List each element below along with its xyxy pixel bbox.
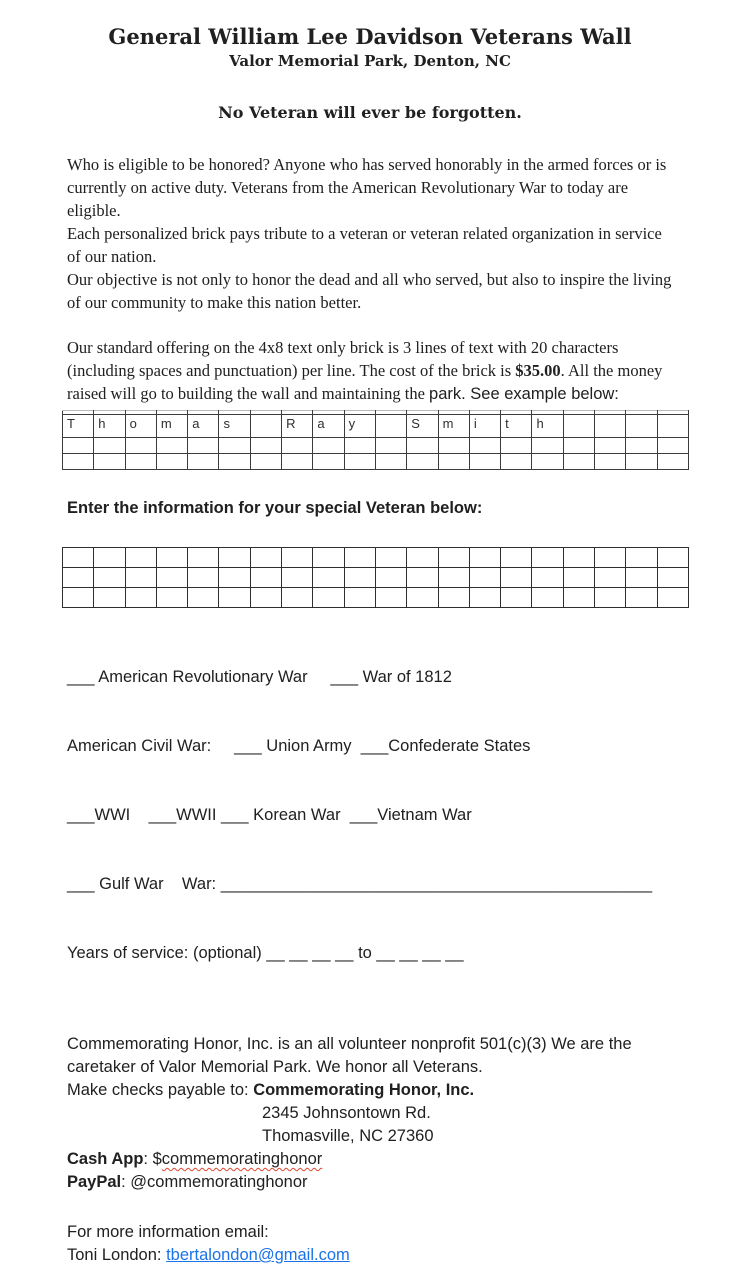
offering-section — [67, 336, 673, 406]
cashapp-line — [67, 1148, 673, 1171]
example-grid-cell — [469, 438, 500, 454]
cashapp-label: Cash App — [67, 1150, 144, 1168]
more-info-line: For more information email: — [67, 1223, 269, 1241]
example-grid-cell — [282, 454, 313, 470]
entry-grid-cell[interactable] — [219, 588, 250, 608]
entry-grid-cell[interactable] — [156, 548, 187, 568]
eligibility-paragraph: Who is eligible to be honored? Anyone who has served honorably in the armed forces or is currently on active duty. Veterans from the American Revolutionary War to today are eligible. — [67, 155, 667, 220]
address-street: 2345 Johnsontown Rd. — [262, 1104, 431, 1122]
example-grid-cell — [250, 454, 281, 470]
entry-grid-cell[interactable] — [313, 548, 344, 568]
example-grid-cell — [344, 438, 375, 454]
example-grid-letter-cell — [563, 415, 594, 438]
entry-grid-cell[interactable] — [188, 588, 219, 608]
example-grid-letter-cell: m — [438, 415, 469, 438]
cashapp-handle: commemoratinghonor — [161, 1150, 323, 1168]
example-grid-letter-cell: R — [282, 415, 313, 438]
contact-line — [67, 1244, 673, 1267]
entry-grid-cell[interactable] — [63, 588, 94, 608]
example-grid-letter-cell: o — [125, 415, 156, 438]
entry-grid-cell[interactable] — [532, 568, 563, 588]
entry-grid-cell[interactable] — [63, 568, 94, 588]
payment-section — [67, 1033, 673, 1194]
example-grid-cell — [469, 454, 500, 470]
example-grid-cell — [125, 454, 156, 470]
war-line-gulf-other — [67, 873, 673, 896]
entry-grid-cell[interactable] — [501, 548, 532, 568]
example-grid-cell — [407, 454, 438, 470]
war-line-civil-war: American Civil War: ___ Union Army ___Confederate States — [67, 737, 531, 755]
entry-grid-cell[interactable] — [563, 548, 594, 568]
example-grid-letter-cell — [250, 415, 281, 438]
example-grid-cell — [125, 438, 156, 454]
entry-grid-cell[interactable] — [407, 568, 438, 588]
example-grid-letter-cell: i — [469, 415, 500, 438]
entry-grid-cell[interactable] — [438, 588, 469, 608]
example-grid-cell — [313, 454, 344, 470]
entry-grid-cell[interactable] — [469, 588, 500, 608]
page-title: General William Lee Davidson Veterans Wall — [108, 24, 632, 49]
example-grid-letter-cell: s — [219, 415, 250, 438]
entry-grid-cell[interactable] — [595, 568, 626, 588]
example-grid-cell — [375, 454, 406, 470]
entry-grid — [62, 547, 689, 608]
example-grid-letter-cell: y — [344, 415, 375, 438]
entry-grid-cell[interactable] — [344, 588, 375, 608]
entry-grid-cell[interactable] — [407, 588, 438, 608]
entry-grid-cell[interactable] — [94, 588, 125, 608]
entry-grid-cell[interactable] — [250, 548, 281, 568]
example-grid-cell — [313, 438, 344, 454]
objective-paragraph: Our objective is not only to honor the dead and all who served, but also to inspire the living of our community to make this nation better. — [67, 270, 672, 312]
brick-tribute-paragraph: Each personalized brick pays tribute to a veteran or veteran related organization in service of our nation. — [67, 224, 662, 266]
email-link[interactable]: tbertalondon@gmail.com — [166, 1246, 350, 1264]
entry-grid-cell[interactable] — [344, 568, 375, 588]
page-subtitle: Valor Memorial Park, Denton, NC — [229, 52, 511, 70]
entry-grid-cell[interactable] — [219, 548, 250, 568]
offering-paragraph — [67, 336, 673, 406]
entry-grid-cell[interactable] — [595, 588, 626, 608]
paypal-separator: : — [121, 1173, 131, 1191]
years-of-service-line: Years of service: (optional) __ __ __ __ to __ __ __ __ — [67, 944, 464, 962]
entry-grid-cell[interactable] — [125, 548, 156, 568]
example-grid-cell — [282, 438, 313, 454]
entry-grid-cell[interactable] — [282, 588, 313, 608]
example-grid-letter-cell: h — [94, 415, 125, 438]
example-grid-letter-cell — [375, 415, 406, 438]
other-war-blank: _______________________________________________ — [220, 875, 653, 893]
entry-grid-cell[interactable] — [250, 568, 281, 588]
entry-grid-cell[interactable] — [219, 568, 250, 588]
entry-grid-cell[interactable] — [501, 588, 532, 608]
example-grid-cell — [563, 454, 594, 470]
entry-grid-cell[interactable] — [282, 568, 313, 588]
entry-grid-cell[interactable] — [313, 588, 344, 608]
example-grid-cell — [626, 438, 657, 454]
example-grid-cell — [626, 454, 657, 470]
example-grid-cell — [344, 454, 375, 470]
motto-line: No Veteran will ever be forgotten. — [218, 103, 522, 122]
entry-grid-cell[interactable] — [626, 588, 657, 608]
offering-text-before-price: Our standard offering on the 4x8 text only brick is 3 lines of text with 20 characters (including spaces and punctuation) per line. The cost of the brick is — [67, 338, 619, 380]
eligibility-section — [67, 153, 673, 314]
entry-grid-cell[interactable] — [595, 548, 626, 568]
entry-heading: Enter the information for your special Veteran below: — [67, 499, 483, 517]
entry-grid-cell[interactable] — [657, 588, 688, 608]
example-grid-cell — [188, 454, 219, 470]
war-checklist-section — [67, 620, 673, 1011]
example-grid-cell — [438, 454, 469, 470]
example-grid-cell — [532, 454, 563, 470]
entry-grid-cell[interactable] — [532, 588, 563, 608]
address-city: Thomasville, NC 27360 — [262, 1127, 434, 1145]
example-grid-letter-cell: T — [63, 415, 94, 438]
example-grid-cell — [532, 438, 563, 454]
example-grid-cell — [501, 438, 532, 454]
example-grid-cell — [595, 438, 626, 454]
contact-section — [67, 1221, 673, 1267]
example-grid-cell — [219, 454, 250, 470]
example-grid-cell — [595, 454, 626, 470]
entry-grid-cell[interactable] — [375, 588, 406, 608]
example-grid-letter-cell — [626, 415, 657, 438]
cashapp-separator: : $ — [143, 1150, 162, 1168]
gulf-war-label: ___ Gulf War War: — [67, 875, 221, 893]
nonprofit-paragraph: Commemorating Honor, Inc. is an all volunteer nonprofit 501(c)(3) We are the caretaker of Valor Memorial Park. We honor all Veterans. — [67, 1035, 632, 1076]
paypal-handle: @commemoratinghonor — [130, 1173, 308, 1191]
example-grid-cell — [188, 438, 219, 454]
checks-payable-label: Make checks payable to: — [67, 1081, 254, 1099]
checks-payable-line — [67, 1079, 673, 1102]
entry-grid-cell[interactable] — [657, 568, 688, 588]
entry-grid-cell[interactable] — [188, 568, 219, 588]
example-grid-cell — [219, 438, 250, 454]
see-example-note: park. See example below: — [429, 385, 619, 403]
example-grid-letter-cell: S — [407, 415, 438, 438]
entry-grid-cell[interactable] — [94, 568, 125, 588]
entry-grid-cell[interactable] — [156, 588, 187, 608]
entry-grid-cell[interactable] — [657, 548, 688, 568]
example-grid-cell — [657, 438, 688, 454]
entry-grid-cell[interactable] — [438, 568, 469, 588]
entry-grid-cell[interactable] — [563, 568, 594, 588]
entry-grid-cell[interactable] — [626, 568, 657, 588]
example-grid-cell — [94, 438, 125, 454]
entry-grid-cell[interactable] — [125, 568, 156, 588]
entry-grid-cell[interactable] — [438, 548, 469, 568]
entry-grid-cell[interactable] — [407, 548, 438, 568]
example-grid-cell — [501, 454, 532, 470]
paypal-label: PayPal — [67, 1173, 122, 1191]
brick-price: $35.00 — [515, 361, 561, 380]
entry-grid-cell[interactable] — [344, 548, 375, 568]
example-grid-cell — [156, 438, 187, 454]
entry-grid-cell[interactable] — [469, 548, 500, 568]
entry-grid-cell[interactable] — [501, 568, 532, 588]
example-grid-cell — [156, 454, 187, 470]
example-grid-cell — [63, 438, 94, 454]
example-grid — [62, 410, 689, 470]
war-line-revolutionary-1812: ___ American Revolutionary War ___ War of 1812 — [67, 668, 452, 686]
payee-name: Commemorating Honor, Inc. — [253, 1081, 475, 1099]
example-grid-cell — [94, 454, 125, 470]
entry-grid-cell[interactable] — [375, 548, 406, 568]
entry-grid-cell[interactable] — [125, 588, 156, 608]
example-grid-letter-cell — [595, 415, 626, 438]
entry-grid-cell[interactable] — [313, 568, 344, 588]
example-grid-letter-cell: h — [532, 415, 563, 438]
entry-grid-cell[interactable] — [63, 548, 94, 568]
example-grid-cell — [438, 438, 469, 454]
example-grid-letter-cell: m — [156, 415, 187, 438]
entry-grid-cell[interactable] — [156, 568, 187, 588]
contact-name: Toni London: — [67, 1246, 167, 1264]
example-grid-cell — [63, 454, 94, 470]
entry-grid-cell[interactable] — [94, 548, 125, 568]
entry-grid-cell[interactable] — [532, 548, 563, 568]
example-grid-cell — [563, 438, 594, 454]
example-grid-letter-cell: a — [313, 415, 344, 438]
entry-grid-cell[interactable] — [375, 568, 406, 588]
example-grid-letter-cell — [657, 415, 688, 438]
entry-grid-cell[interactable] — [188, 548, 219, 568]
example-grid-cell — [375, 438, 406, 454]
entry-grid-cell[interactable] — [626, 548, 657, 568]
entry-grid-cell[interactable] — [563, 588, 594, 608]
example-grid-cell — [657, 454, 688, 470]
example-grid-letter-cell: t — [501, 415, 532, 438]
entry-grid-cell[interactable] — [469, 568, 500, 588]
example-grid-letter-cell: a — [188, 415, 219, 438]
entry-grid-cell[interactable] — [282, 548, 313, 568]
offering-text-after-price: . All the money raised will go to building the wall and maintaining the — [67, 361, 663, 403]
entry-grid-cell[interactable] — [250, 588, 281, 608]
example-grid-cell — [407, 438, 438, 454]
war-line-ww-korea-vietnam: ___WWI ___WWII ___ Korean War ___Vietnam War — [67, 806, 472, 824]
paypal-line — [67, 1171, 673, 1194]
example-grid-cell — [250, 438, 281, 454]
